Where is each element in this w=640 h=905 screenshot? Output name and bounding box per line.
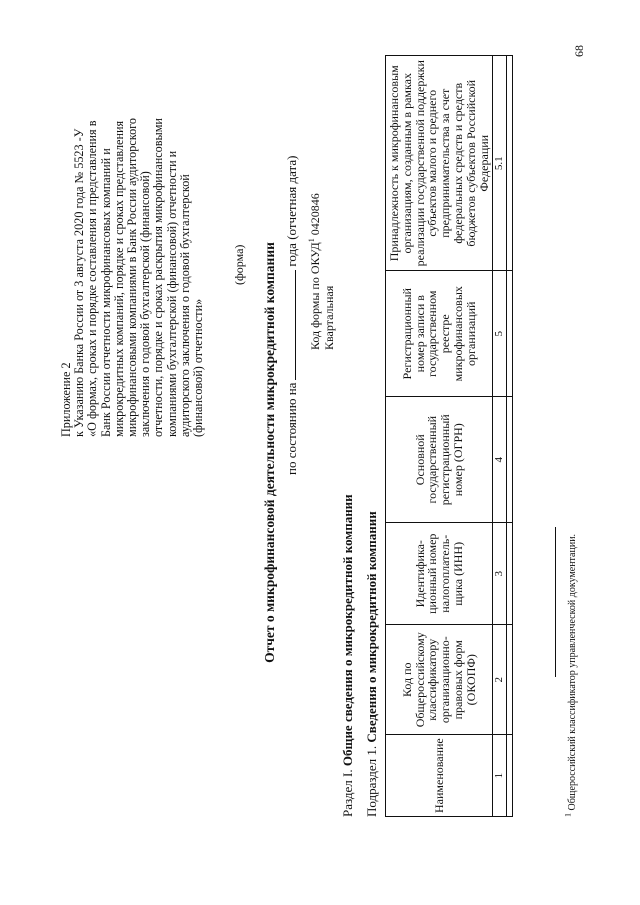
page-number: 68 — [572, 45, 586, 57]
section-heading — [340, 494, 356, 817]
company-info-table — [385, 55, 513, 817]
appendix-line: (финансовой) отчетности» — [191, 298, 206, 437]
appendix-line: микрокредитных компаний, порядке и сроках представления — [111, 120, 126, 437]
footnote-text: Общероссийский классификатор управленческой документации. — [567, 533, 578, 811]
header-ogrn: Основной государственный регистрационный номер (ОГРН) — [386, 397, 493, 523]
table-cell — [507, 56, 513, 271]
date-prefix: по состоянию на — [284, 382, 299, 475]
header-inn: Идентифика-ционный номер налогоплатель-щика (ИНН) — [386, 523, 493, 625]
column-number: 3 — [493, 523, 507, 625]
header-registry-number: Регистрационный номер записи в государственном реестре микрофинансовых организаций — [386, 271, 493, 397]
table-cell — [507, 397, 513, 523]
appendix-line: Банк России отчетности микрофинансовых компаний и — [98, 148, 113, 437]
subsection-prefix: Подраздел 1. — [364, 745, 379, 817]
footnote-divider — [555, 527, 556, 677]
table-header-row — [386, 56, 493, 817]
table-cell — [507, 735, 513, 817]
column-number: 4 — [493, 397, 507, 523]
appendix-line: микрофинансовыми компаниями в Банк России аудиторского — [125, 118, 140, 437]
okud-line — [308, 193, 322, 350]
column-number: 5 — [493, 271, 507, 397]
appendix-line: компаниями бухгалтерской (финансовой) отчетности и — [164, 150, 179, 437]
table-row — [507, 56, 513, 817]
column-number-row — [493, 56, 507, 817]
subsection-heading — [364, 511, 380, 817]
report-date-line — [283, 156, 300, 475]
appendix-header — [60, 0, 205, 437]
report-title: Отчет о микрофинансовой деятельности микрокредитной компании — [262, 242, 277, 663]
column-number: 1 — [493, 735, 507, 817]
subsection-title: Сведения о микрокредитной компании — [364, 511, 379, 743]
appendix-line: Приложение 2 — [59, 362, 73, 437]
table-cell — [507, 523, 513, 625]
section-title: Общие сведения о микрокредитной компании — [340, 494, 355, 767]
header-okopf: Код по Общероссийскому классификатору организационно-правовых форм (ОКОПФ) — [386, 625, 493, 735]
section-prefix: Раздел I. — [340, 769, 355, 817]
appendix-line: к Указанию Банка России от 3 августа 2020 года № 5523 -У — [72, 128, 87, 437]
appendix-line: отчетности, порядке и сроках раскрытия микрофинансовыми — [151, 118, 166, 437]
appendix-line: заключения о годовой бухгалтерской (финансовой) — [138, 171, 153, 437]
header-support-affiliation: Принадлежность к микрофинансовым организациям, созданным в рамках реализации государственной поддержки субъектов малого и среднего предпринимательства за счет федеральных средств и средств бюджетов субъектов Российской Федерации — [386, 56, 493, 271]
table-cell — [507, 625, 513, 735]
footnote-mark: 1 — [563, 813, 573, 817]
okud-prefix: Код формы по ОКУД — [308, 242, 322, 350]
date-suffix: года (отчетная дата) — [284, 155, 299, 267]
form-label: (форма) — [232, 244, 246, 285]
column-number: 2 — [493, 625, 507, 735]
header-name: Наименование — [386, 735, 493, 817]
periodicity: Квартальная — [322, 285, 336, 350]
column-number: 5.1 — [493, 56, 507, 271]
okud-block — [308, 193, 336, 350]
appendix-line: аудиторского заключения о годовой бухгалтерской — [177, 174, 192, 437]
date-blank — [283, 270, 296, 380]
appendix-line: «О формах, сроках и порядке составления и представления в — [85, 120, 100, 437]
okud-code: 0420846 — [308, 193, 322, 236]
okud-footnote-mark: 1 — [307, 238, 316, 243]
table-cell — [507, 271, 513, 397]
footnote — [563, 533, 578, 817]
